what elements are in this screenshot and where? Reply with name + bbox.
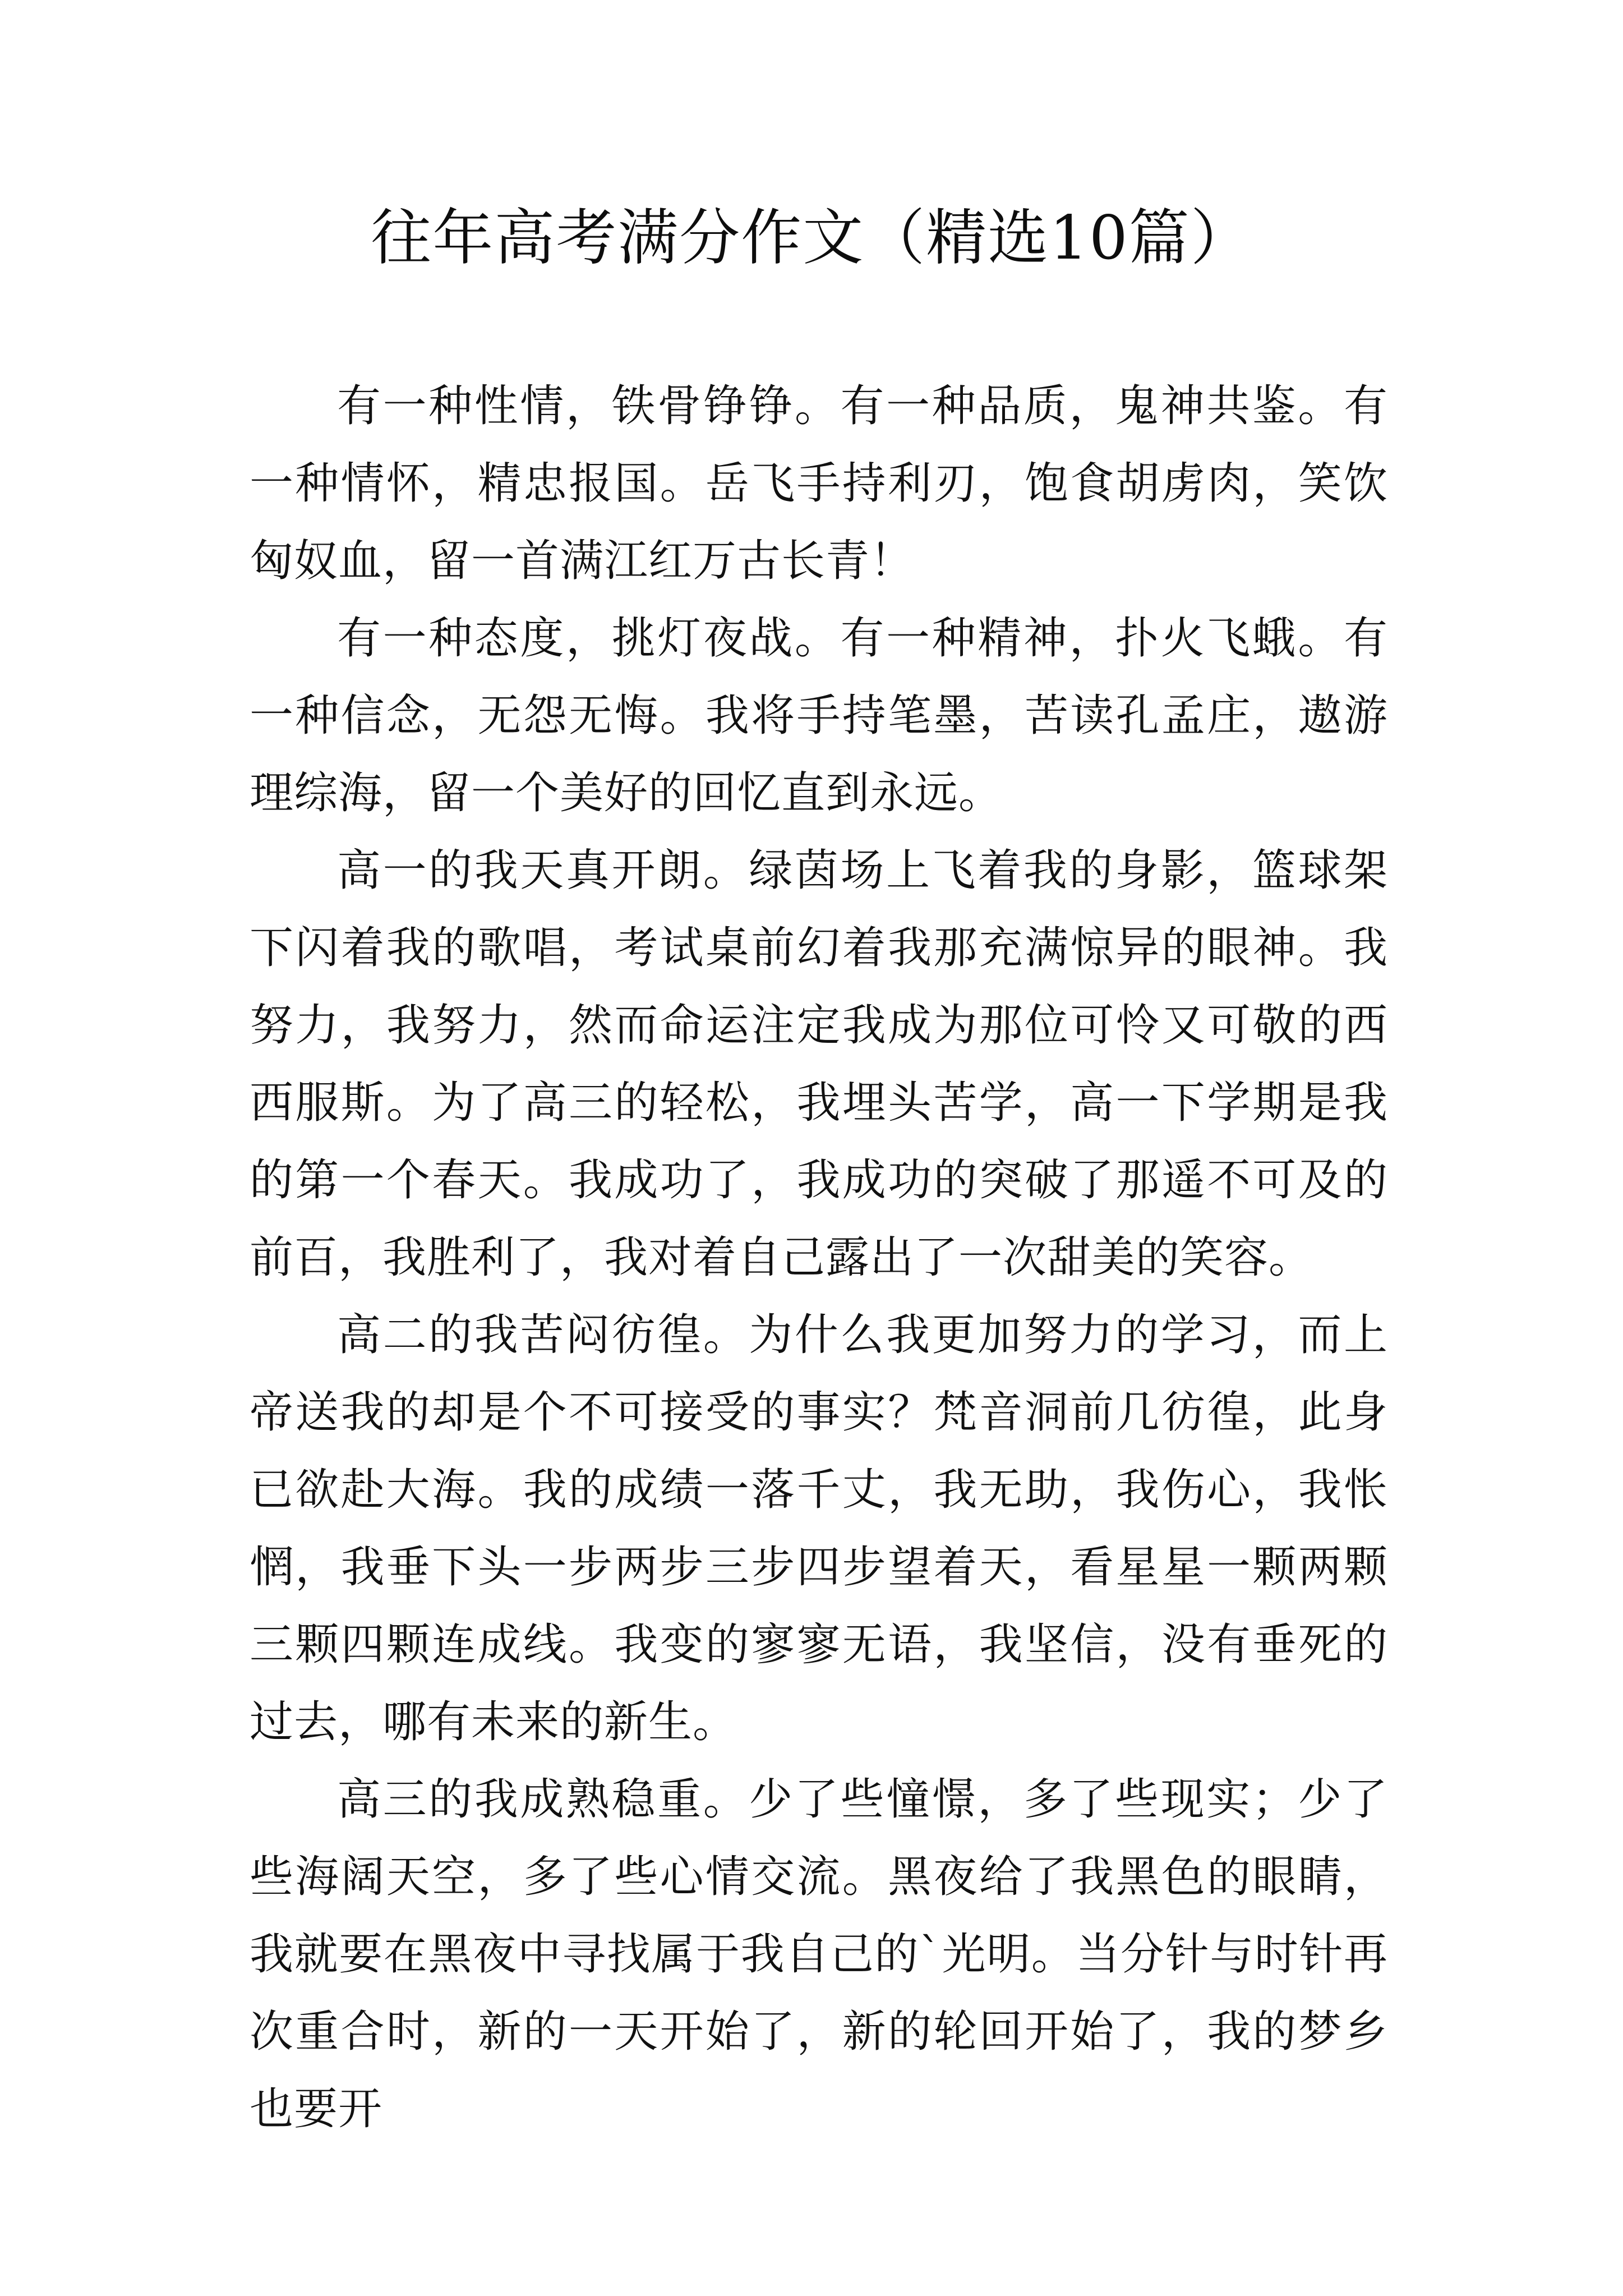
paragraph: 有一种态度，挑灯夜战。有一种精神，扑火飞蛾。有一种信念，无怨无悔。我将手持笔墨，苦读孔孟庄，遨游理综海，留一个美好的回忆直到永远。 <box>250 613 1388 818</box>
paragraph: 高三的我成熟稳重。少了些憧憬，多了些现实；少了些海阔天空，多了些心情交流。黑夜给了我黑色的眼睛，我就要在黑夜中寻找属于我自己的`光明。当分针与时针再次重合时，新的一天开始了，新的轮回开始了，我的梦乡也要开 <box>250 1774 1388 2134</box>
paragraph: 有一种性情，铁骨铮铮。有一种品质，鬼神共鉴。有一种情怀，精忠报国。岳飞手持利刃，饱食胡虏肉，笑饮匈奴血，留一首满江红万古长青！ <box>250 381 1388 586</box>
paragraph: 高二的我苦闷彷徨。为什么我更加努力的学习，而上帝送我的却是个不可接受的事实？梵音洞前几彷徨，此身已欲赴大海。我的成绩一落千丈，我无助，我伤心，我怅惘，我垂下头一步两步三步四步望着天，看星星一颗两颗三颗四颗连成线。我变的寥寥无语，我坚信，没有垂死的过去，哪有未来的新生。 <box>250 1310 1388 1747</box>
document-title: 往年高考满分作文（精选10篇） <box>371 203 1252 273</box>
paragraph: 高一的我天真开朗。绿茵场上飞着我的身影，篮球架下闪着我的歌唱，考试桌前幻着我那充满惊异的眼神。我努力，我努力，然而命运注定我成为那位可怜又可敬的西西服斯。为了高三的轻松，我埋头苦学，高一下学期是我的第一个春天。我成功了，我成功的突破了那遥不可及的前百，我胜利了，我对着自己露出了一次甜美的笑容。 <box>250 845 1388 1283</box>
document-body <box>250 367 1388 2148</box>
